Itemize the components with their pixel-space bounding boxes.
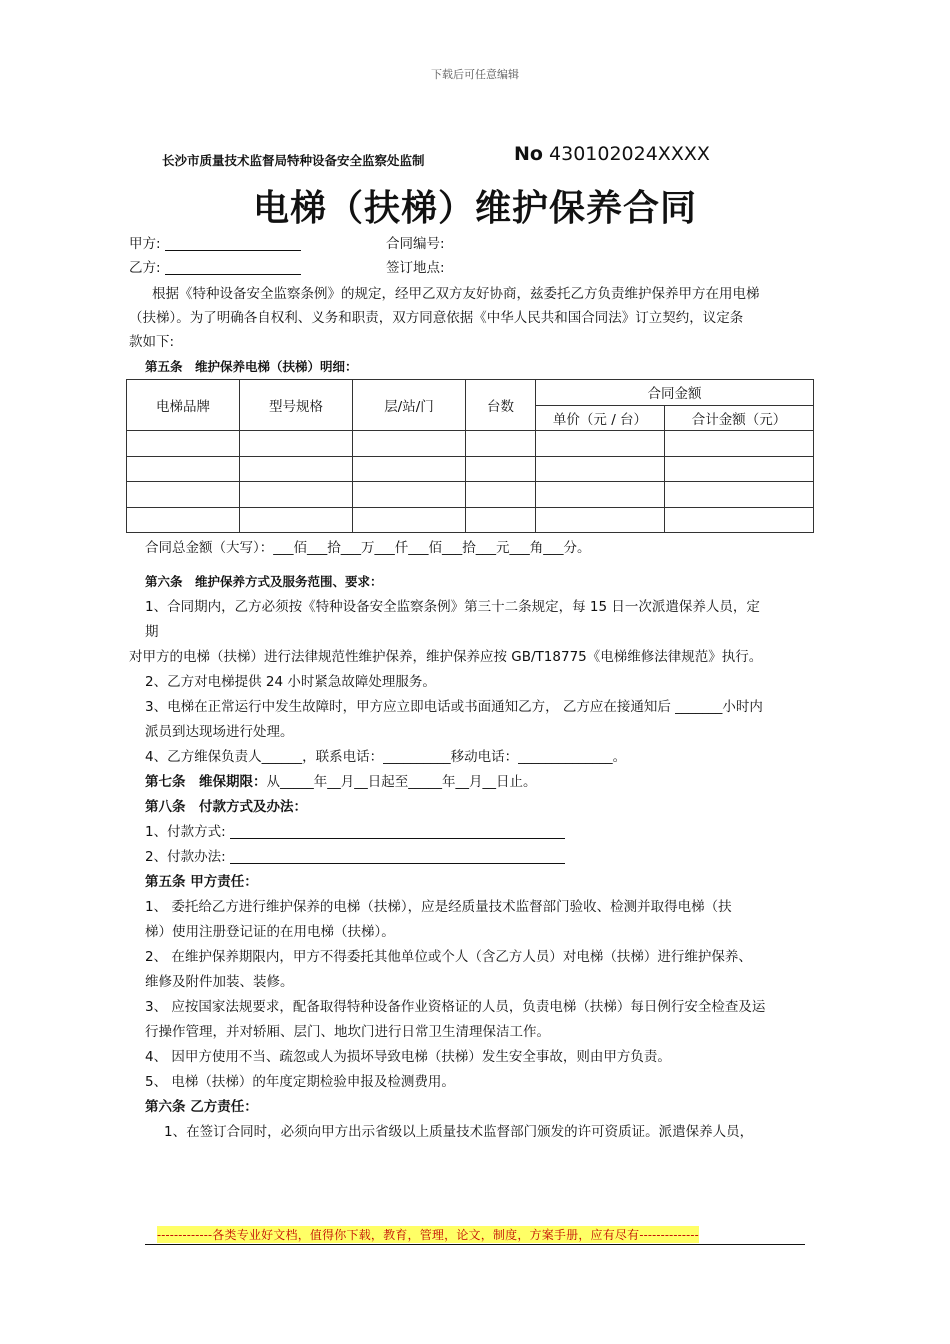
party-a-resp-3: 3、 应按国家法规要求，配备取得特种设备作业资格证的人员，负责电梯（扶梯）每日例行安全检查及运 xyxy=(145,999,766,1015)
pay-method-blank[interactable] xyxy=(230,822,565,839)
pay-way-line xyxy=(145,845,565,869)
document-title: 电梯（扶梯）维护保养合同 xyxy=(252,188,697,229)
article-6-item-1-end: 对甲方的电梯（扶梯）进行法律规范性维护保养，维护保养应按 GB/T18775《电梯维修法律规范》执行。 xyxy=(129,649,763,665)
article-6-item-4: 4、乙方维保负责人______，联系电话：__________移动电话：______________。 xyxy=(145,749,627,765)
col-unit-price: 单价（元 / 台） xyxy=(536,405,665,431)
table-cell[interactable] xyxy=(240,431,353,457)
article-7-label: 第七条 维保期限： xyxy=(145,774,267,790)
table-cell[interactable] xyxy=(240,482,353,508)
table-cell[interactable] xyxy=(665,456,814,482)
table-cell[interactable] xyxy=(466,507,536,533)
table-cell[interactable] xyxy=(466,456,536,482)
party-a-label: 甲方: xyxy=(129,236,161,252)
table-cell[interactable] xyxy=(240,456,353,482)
table-cell[interactable] xyxy=(665,507,814,533)
col-count: 台数 xyxy=(466,380,536,431)
footer-divider xyxy=(145,1244,805,1245)
party-a-resp-1-cont: 梯）使用注册登记证的在用电梯（扶梯）。 xyxy=(145,924,395,940)
table-cell[interactable] xyxy=(127,507,240,533)
table-row xyxy=(127,431,814,457)
table-cell[interactable] xyxy=(127,431,240,457)
table-cell[interactable] xyxy=(240,507,353,533)
table-cell[interactable] xyxy=(353,482,466,508)
elevator-items-table xyxy=(126,379,814,533)
col-brand: 电梯品牌 xyxy=(127,380,240,431)
article-7-line xyxy=(145,770,537,794)
col-model: 型号规格 xyxy=(240,380,353,431)
table-cell[interactable] xyxy=(127,482,240,508)
intro-line-1: 根据《特种设备安全监察条例》的规定，经甲乙双方友好协商，兹委托乙方负责维护保养甲方在用电梯 xyxy=(152,286,760,302)
table-cell[interactable] xyxy=(536,507,665,533)
table-cell[interactable] xyxy=(353,507,466,533)
article-6-item-1: 1、合同期内，乙方必须按《特种设备安全监察条例》第三十二条规定，每 15 日一次派遣保养人员，定 xyxy=(145,599,760,615)
serial-value: 430102024XXXX xyxy=(549,143,710,165)
table-cell[interactable] xyxy=(665,431,814,457)
party-a-resp-1: 1、 委托给乙方进行维护保养的电梯（扶梯），应是经质量技术监督部门验收、检测并取得电梯（扶 xyxy=(145,899,732,915)
table-cell[interactable] xyxy=(536,482,665,508)
pay-way-label: 2、付款办法: xyxy=(145,849,226,865)
pay-method-line xyxy=(145,820,565,844)
table-cell[interactable] xyxy=(353,431,466,457)
pay-way-blank[interactable] xyxy=(230,847,565,864)
party-a-resp-title: 第五条 甲方责任： xyxy=(145,874,258,890)
supervisor-label: 长沙市质量技术监督局特种设备安全监察处监制 xyxy=(162,153,425,168)
party-b-resp-1: 1、在签订合同时，必须向甲方出示省级以上质量技术监督部门颁发的许可资质证。派遣保养人员， xyxy=(164,1124,754,1140)
intro-line-2: （扶梯）。为了明确各自权利、义务和职责，双方同意依据《中华人民共和国合同法》订立契约，议定条 xyxy=(129,310,744,326)
article-5-title: 第五条 维护保养电梯（扶梯）明细： xyxy=(145,359,358,374)
table-cell[interactable] xyxy=(466,482,536,508)
article-6-title: 第六条 维护保养方式及服务范围、要求： xyxy=(145,574,383,589)
article-6-item-2: 2、乙方对电梯提供 24 小时紧急故障处理服务。 xyxy=(145,674,436,690)
table-cell[interactable] xyxy=(466,431,536,457)
table-row xyxy=(127,507,814,533)
total-amount: 合同总金额（大写）：___佰___拾___万___仟___佰___拾___元___角___分。 xyxy=(145,540,591,556)
article-8-title: 第八条 付款方式及办法： xyxy=(145,799,307,815)
serial-number xyxy=(514,143,710,165)
party-a-resp-3-cont: 行操作管理，并对轿厢、层门、地坎门进行日常卫生清理保洁工作。 xyxy=(145,1024,550,1040)
article-6-item-3-cont: 派员到达现场进行处理。 xyxy=(145,724,294,740)
party-a-resp-5: 5、 电梯（扶梯）的年度定期检验申报及检测费用。 xyxy=(145,1074,455,1090)
table-cell[interactable] xyxy=(665,482,814,508)
intro-line-3: 款如下: xyxy=(129,334,175,350)
col-amount: 合同金额 xyxy=(536,380,814,406)
party-a-resp-2: 2、 在维护保养期限内，甲方不得委托其他单位或个人（含乙方人员）对电梯（扶梯）进行维护保养、 xyxy=(145,949,752,965)
party-a-blank[interactable] xyxy=(165,234,301,251)
contract-no-label: 合同编号: xyxy=(386,236,445,252)
table-cell[interactable] xyxy=(127,456,240,482)
article-7-text: 从_____年__月__日起至_____年__月__日止。 xyxy=(266,774,537,790)
party-a-line xyxy=(129,232,301,256)
header-note: 下载后可任意编辑 xyxy=(431,68,519,81)
table-cell[interactable] xyxy=(353,456,466,482)
col-floors: 层/站/门 xyxy=(353,380,466,431)
party-b-blank[interactable] xyxy=(165,258,301,275)
table-cell[interactable] xyxy=(536,431,665,457)
sign-place-label: 签订地点: xyxy=(386,260,445,276)
pay-method-label: 1、付款方式: xyxy=(145,824,226,840)
party-a-resp-4: 4、 因甲方使用不当、疏忽或人为损坏导致电梯（扶梯）发生安全事故，则由甲方负责。 xyxy=(145,1049,671,1065)
party-b-label: 乙方: xyxy=(129,260,161,276)
col-total-price: 合计金额（元） xyxy=(665,405,814,431)
party-a-resp-2-cont: 维修及附件加装、装修。 xyxy=(145,974,294,990)
table-row xyxy=(127,482,814,508)
footer-banner: -------------各类专业好文档，值得你下载，教育，管理，论文，制度，方案手册，应有尽有-------------- xyxy=(157,1228,699,1242)
serial-prefix: No xyxy=(514,143,543,165)
party-b-resp-title: 第六条 乙方责任： xyxy=(145,1099,258,1115)
table-cell[interactable] xyxy=(536,456,665,482)
party-b-line xyxy=(129,256,301,280)
article-6-item-3: 3、电梯在正常运行中发生故障时，甲方应立即电话或书面通知乙方， 乙方应在接通知后 _______小时内 xyxy=(145,699,763,715)
article-6-item-1-cont: 期 xyxy=(145,624,159,640)
table-row xyxy=(127,456,814,482)
